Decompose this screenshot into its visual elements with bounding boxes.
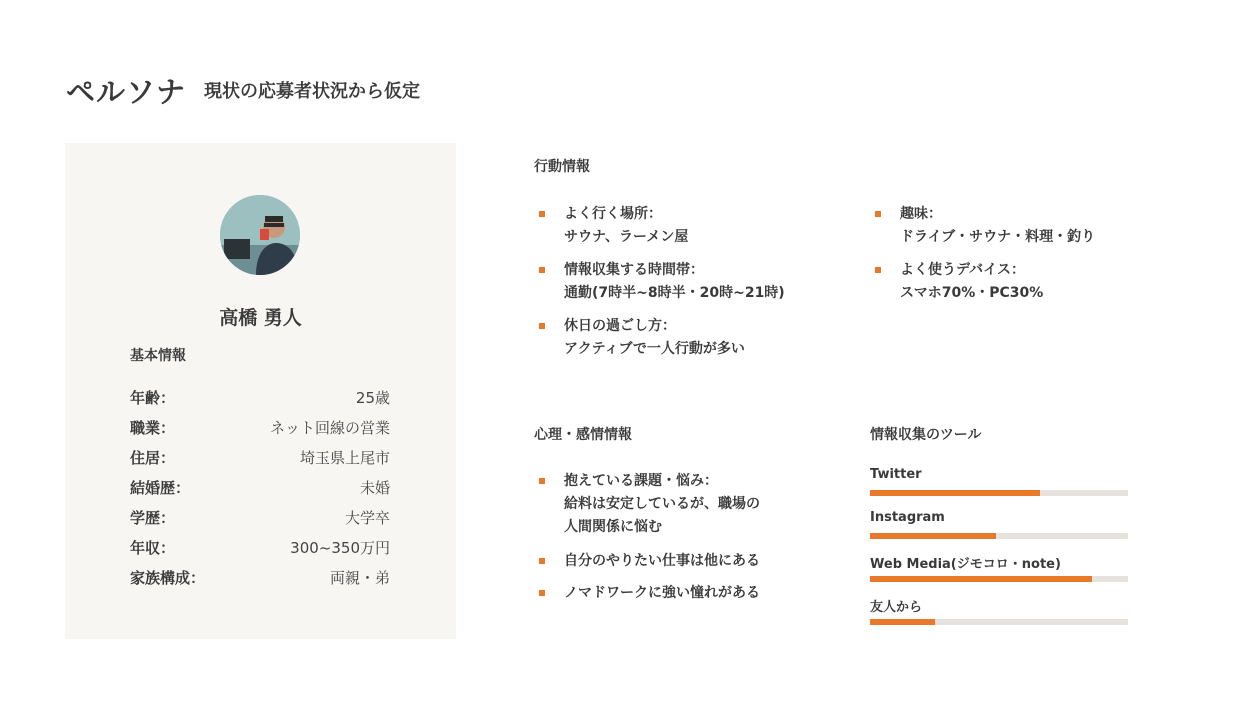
tool-bar-fill	[870, 576, 1092, 582]
bullet-detail: サウナ、ラーメン屋	[564, 229, 689, 245]
bullet-detail: 給料は安定しているが、職場の	[564, 496, 760, 512]
info-row-age	[130, 387, 390, 407]
info-key: 年収：	[130, 539, 176, 557]
behavior-item	[564, 203, 688, 249]
bullet-detail: 通勤(7時半~8時半・20時~21時)	[564, 285, 785, 301]
person-photo-icon	[220, 195, 300, 275]
psychology-item	[564, 470, 760, 539]
bullet-title: 休日の過ごし方：	[564, 318, 676, 334]
avatar	[220, 195, 300, 275]
bullet-icon	[875, 267, 881, 273]
bullet-icon	[539, 478, 545, 484]
info-value: 両親・弟	[329, 569, 390, 587]
bullet-icon	[539, 211, 545, 217]
info-value: 未婚	[359, 479, 390, 497]
tool-bar-fill	[870, 619, 935, 625]
info-row-job	[130, 417, 390, 437]
page-subtitle: 現状の応募者状況から仮定	[204, 81, 420, 102]
bullet-icon	[539, 558, 545, 564]
bullet-title: 自分のやりたい仕事は他にある	[564, 553, 760, 569]
tool-bar-fill	[870, 490, 1040, 496]
bullet-title: 情報収集する時間帯：	[564, 262, 704, 278]
persona-name: 高橋 勇人	[219, 307, 302, 329]
behavior-item	[900, 259, 1043, 305]
info-value: 大学卒	[344, 509, 390, 527]
bullet-detail: ドライブ・サウナ・料理・釣り	[900, 229, 1096, 245]
tool-bar-instagram	[870, 533, 1128, 539]
tool-bar-web-media	[870, 576, 1128, 582]
info-value: ネット回線の営業	[269, 419, 390, 437]
bullet-title: 趣味：	[900, 206, 942, 222]
bullet-title: よく行く場所：	[564, 206, 662, 222]
info-row-marital	[130, 477, 390, 497]
info-row-income	[130, 537, 390, 557]
bullet-title: よく使うデバイス：	[900, 262, 1026, 278]
bullet-title: ノマドワークに強い憧れがある	[564, 585, 760, 601]
page-title: ペルソナ	[66, 75, 187, 109]
info-value: 埼玉県上尾市	[299, 449, 390, 467]
bullet-detail: スマホ70%・PC30%	[900, 285, 1044, 301]
tool-label-twitter: Twitter	[870, 467, 922, 482]
bullet-detail: アクティブで一人行動が多い	[564, 341, 745, 357]
bullet-detail: 人間関係に悩む	[564, 519, 662, 535]
info-key: 職業：	[130, 419, 176, 437]
basic-info-heading: 基本情報	[130, 348, 186, 364]
tool-bar-friends	[870, 619, 1128, 625]
behavior-heading: 行動情報	[534, 159, 590, 175]
bullet-icon	[539, 323, 545, 329]
info-row-education	[130, 507, 390, 527]
tool-label-web-media: Web Media(ジモコロ・note)	[870, 557, 1061, 572]
tool-label-instagram: Instagram	[870, 510, 945, 525]
psychology-heading: 心理・感情情報	[534, 427, 632, 443]
behavior-item	[564, 259, 785, 305]
bullet-icon	[539, 590, 545, 596]
bullet-icon	[539, 267, 545, 273]
info-key: 年齢：	[130, 389, 176, 407]
info-row-family	[130, 567, 390, 587]
info-key: 結婚歴：	[130, 479, 191, 497]
behavior-item	[900, 203, 1095, 249]
persona-card	[65, 143, 456, 639]
tool-label-friends: 友人から	[870, 600, 923, 615]
info-value: 25歳	[355, 389, 390, 407]
tool-bar-twitter	[870, 490, 1128, 496]
info-key: 住居：	[130, 449, 176, 467]
tools-heading: 情報収集のツール	[870, 427, 982, 443]
bullet-title: 抱えている課題・悩み：	[564, 473, 718, 489]
psychology-item	[564, 582, 760, 605]
info-key: 家族構成：	[130, 569, 206, 587]
tool-bar-fill	[870, 533, 996, 539]
info-row-residence	[130, 447, 390, 467]
info-key: 学歴：	[130, 509, 176, 527]
bullet-icon	[875, 211, 881, 217]
psychology-item	[564, 550, 760, 573]
info-value: 300~350万円	[290, 539, 390, 557]
behavior-item	[564, 315, 745, 361]
